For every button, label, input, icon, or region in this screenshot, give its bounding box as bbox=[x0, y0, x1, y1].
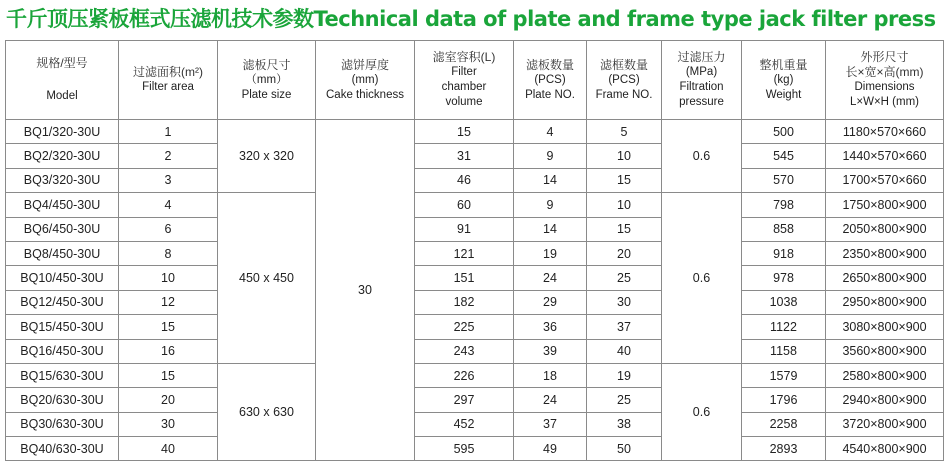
cell-weight: 1796 bbox=[742, 388, 826, 412]
cell-dims: 2650×800×900 bbox=[826, 266, 944, 290]
header-line: 过滤压力 bbox=[677, 50, 726, 64]
cell-model: BQ3/320-30U bbox=[6, 168, 119, 192]
header-line: (kg) bbox=[773, 73, 794, 86]
cell-volume: 46 bbox=[415, 168, 514, 192]
cell-model: BQ20/630-30U bbox=[6, 388, 119, 412]
header-line: pressure bbox=[679, 96, 724, 108]
cell-frames: 15 bbox=[587, 168, 662, 192]
cell-volume: 243 bbox=[415, 339, 514, 363]
cell-pressure: 0.6 bbox=[662, 193, 742, 364]
header-row bbox=[6, 41, 944, 120]
cell-weight: 500 bbox=[742, 120, 826, 144]
cell-volume: 15 bbox=[415, 120, 514, 144]
header-line: Weight bbox=[765, 88, 802, 101]
header-chamber-volume bbox=[415, 41, 514, 120]
cell-plate-size: 630 x 630 bbox=[218, 363, 316, 461]
cell-model: BQ4/450-30U bbox=[6, 193, 119, 217]
cell-weight: 858 bbox=[742, 217, 826, 241]
header-line: (MPa) bbox=[685, 66, 718, 78]
cell-model: BQ30/630-30U bbox=[6, 412, 119, 436]
cell-volume: 91 bbox=[415, 217, 514, 241]
table-row bbox=[6, 217, 944, 241]
header-line: (PCS) bbox=[608, 73, 640, 86]
cell-frames: 30 bbox=[587, 290, 662, 314]
cell-cake-thickness: 30 bbox=[316, 120, 415, 461]
cell-frames: 10 bbox=[587, 144, 662, 168]
cell-dims: 1700×570×660 bbox=[826, 168, 944, 192]
header-line: Filter area bbox=[142, 81, 194, 93]
cell-plate-size: 450 x 450 bbox=[218, 193, 316, 364]
cell-area: 1 bbox=[119, 120, 218, 144]
cell-volume: 182 bbox=[415, 290, 514, 314]
cell-frames: 50 bbox=[587, 437, 662, 461]
header-line: Frame NO. bbox=[595, 88, 653, 101]
cell-area: 15 bbox=[119, 315, 218, 339]
cell-model: BQ16/450-30U bbox=[6, 339, 119, 363]
cell-pressure: 0.6 bbox=[662, 120, 742, 193]
header-line: 滤板数量 bbox=[525, 57, 574, 72]
cell-area: 6 bbox=[119, 217, 218, 241]
cell-model: BQ2/320-30U bbox=[6, 144, 119, 168]
cell-plates: 9 bbox=[514, 193, 587, 217]
cell-area: 30 bbox=[119, 412, 218, 436]
cell-weight: 570 bbox=[742, 168, 826, 192]
cell-plates: 29 bbox=[514, 290, 587, 314]
cell-frames: 5 bbox=[587, 120, 662, 144]
cell-volume: 452 bbox=[415, 412, 514, 436]
header-line: Cake thickness bbox=[326, 88, 404, 101]
page-title: 千斤顶压紧板框式压滤机技术参数Technical data of plate and frame type jack filter press bbox=[6, 7, 936, 31]
cell-frames: 38 bbox=[587, 412, 662, 436]
cell-plates: 4 bbox=[514, 120, 587, 144]
table-row bbox=[6, 193, 944, 217]
header-frame-no bbox=[587, 41, 662, 120]
table-row bbox=[6, 144, 944, 168]
cell-plates: 18 bbox=[514, 363, 587, 387]
cell-plates: 24 bbox=[514, 388, 587, 412]
cell-area: 16 bbox=[119, 339, 218, 363]
header-line: volume bbox=[445, 96, 483, 108]
header-line: 滤板尺寸 bbox=[242, 57, 291, 72]
header-line: Filter bbox=[451, 66, 477, 78]
cell-area: 40 bbox=[119, 437, 218, 461]
cell-area: 15 bbox=[119, 363, 218, 387]
cell-model: BQ1/320-30U bbox=[6, 120, 119, 144]
cell-volume: 595 bbox=[415, 437, 514, 461]
cell-frames: 40 bbox=[587, 339, 662, 363]
header-line: chamber bbox=[441, 81, 487, 93]
cell-dims: 2050×800×900 bbox=[826, 217, 944, 241]
cell-frames: 19 bbox=[587, 363, 662, 387]
cell-area: 4 bbox=[119, 193, 218, 217]
cell-dims: 2950×800×900 bbox=[826, 290, 944, 314]
cell-plates: 14 bbox=[514, 168, 587, 192]
cell-weight: 1579 bbox=[742, 363, 826, 387]
cell-area: 8 bbox=[119, 241, 218, 265]
table-row bbox=[6, 266, 944, 290]
header-line: Plate size bbox=[241, 88, 292, 101]
cell-area: 20 bbox=[119, 388, 218, 412]
cell-dims: 1180×570×660 bbox=[826, 120, 944, 144]
cell-dims: 2350×800×900 bbox=[826, 241, 944, 265]
table-row bbox=[6, 168, 944, 192]
cell-weight: 798 bbox=[742, 193, 826, 217]
cell-dims: 3720×800×900 bbox=[826, 412, 944, 436]
header-weight bbox=[742, 41, 826, 120]
cell-frames: 25 bbox=[587, 266, 662, 290]
header-line: (PCS) bbox=[534, 73, 566, 86]
cell-area: 12 bbox=[119, 290, 218, 314]
header-model bbox=[6, 41, 119, 120]
table-row bbox=[6, 241, 944, 265]
cell-model: BQ10/450-30U bbox=[6, 266, 119, 290]
cell-volume: 121 bbox=[415, 241, 514, 265]
cell-model: BQ15/630-30U bbox=[6, 363, 119, 387]
header-dimensions bbox=[826, 41, 944, 120]
header-line: 外形尺寸 bbox=[860, 50, 909, 64]
cell-frames: 15 bbox=[587, 217, 662, 241]
table-row bbox=[6, 339, 944, 363]
cell-dims: 4540×800×900 bbox=[826, 437, 944, 461]
cell-dims: 3080×800×900 bbox=[826, 315, 944, 339]
cell-plates: 49 bbox=[514, 437, 587, 461]
table-row bbox=[6, 437, 944, 461]
cell-area: 10 bbox=[119, 266, 218, 290]
cell-dims: 1750×800×900 bbox=[826, 193, 944, 217]
header-plate-no bbox=[514, 41, 587, 120]
cell-weight: 1038 bbox=[742, 290, 826, 314]
spec-table bbox=[5, 40, 944, 461]
table-row bbox=[6, 363, 944, 387]
cell-weight: 918 bbox=[742, 241, 826, 265]
header-line: Dimensions bbox=[854, 81, 915, 93]
cell-plates: 9 bbox=[514, 144, 587, 168]
table-row bbox=[6, 120, 944, 144]
header-cake-thickness bbox=[316, 41, 415, 120]
cell-plates: 14 bbox=[514, 217, 587, 241]
table-row bbox=[6, 412, 944, 436]
header-line: 规格/型号 bbox=[36, 56, 88, 70]
cell-dims: 1440×570×660 bbox=[826, 144, 944, 168]
cell-model: BQ15/450-30U bbox=[6, 315, 119, 339]
header-line: Filtration bbox=[679, 81, 724, 93]
cell-pressure: 0.6 bbox=[662, 363, 742, 461]
cell-volume: 225 bbox=[415, 315, 514, 339]
cell-frames: 37 bbox=[587, 315, 662, 339]
header-line: 滤室容积(L) bbox=[432, 50, 496, 64]
header-line: 滤饼厚度 bbox=[340, 57, 389, 72]
cell-plates: 24 bbox=[514, 266, 587, 290]
header-line: (mm) bbox=[351, 73, 379, 86]
header-line: （mm） bbox=[245, 73, 288, 86]
table-row bbox=[6, 388, 944, 412]
header-line: L×W×H (mm) bbox=[850, 96, 919, 108]
header-line: 长×宽×高(mm) bbox=[845, 65, 924, 79]
cell-volume: 297 bbox=[415, 388, 514, 412]
cell-plates: 37 bbox=[514, 412, 587, 436]
cell-weight: 2893 bbox=[742, 437, 826, 461]
cell-volume: 31 bbox=[415, 144, 514, 168]
cell-weight: 2258 bbox=[742, 412, 826, 436]
cell-plate-size: 320 x 320 bbox=[218, 120, 316, 193]
table-row bbox=[6, 315, 944, 339]
cell-weight: 545 bbox=[742, 144, 826, 168]
cell-area: 2 bbox=[119, 144, 218, 168]
header-pressure bbox=[662, 41, 742, 120]
cell-model: BQ12/450-30U bbox=[6, 290, 119, 314]
cell-dims: 3560×800×900 bbox=[826, 339, 944, 363]
cell-model: BQ8/450-30U bbox=[6, 241, 119, 265]
table-row bbox=[6, 290, 944, 314]
header-plate-size bbox=[218, 41, 316, 120]
cell-weight: 978 bbox=[742, 266, 826, 290]
cell-area: 3 bbox=[119, 168, 218, 192]
cell-frames: 20 bbox=[587, 241, 662, 265]
header-line: 过滤面积(m²) bbox=[133, 65, 203, 79]
cell-dims: 2580×800×900 bbox=[826, 363, 944, 387]
header-filter-area bbox=[119, 41, 218, 120]
cell-model: BQ40/630-30U bbox=[6, 437, 119, 461]
cell-plates: 39 bbox=[514, 339, 587, 363]
cell-volume: 60 bbox=[415, 193, 514, 217]
cell-volume: 226 bbox=[415, 363, 514, 387]
cell-weight: 1158 bbox=[742, 339, 826, 363]
header-line: Plate NO. bbox=[525, 88, 575, 101]
cell-frames: 25 bbox=[587, 388, 662, 412]
header-line: Model bbox=[46, 90, 78, 102]
cell-plates: 19 bbox=[514, 241, 587, 265]
cell-volume: 151 bbox=[415, 266, 514, 290]
cell-model: BQ6/450-30U bbox=[6, 217, 119, 241]
cell-dims: 2940×800×900 bbox=[826, 388, 944, 412]
header-line: 整机重量 bbox=[759, 57, 808, 72]
cell-weight: 1122 bbox=[742, 315, 826, 339]
header-line: 滤框数量 bbox=[599, 57, 648, 72]
cell-plates: 36 bbox=[514, 315, 587, 339]
cell-frames: 10 bbox=[587, 193, 662, 217]
